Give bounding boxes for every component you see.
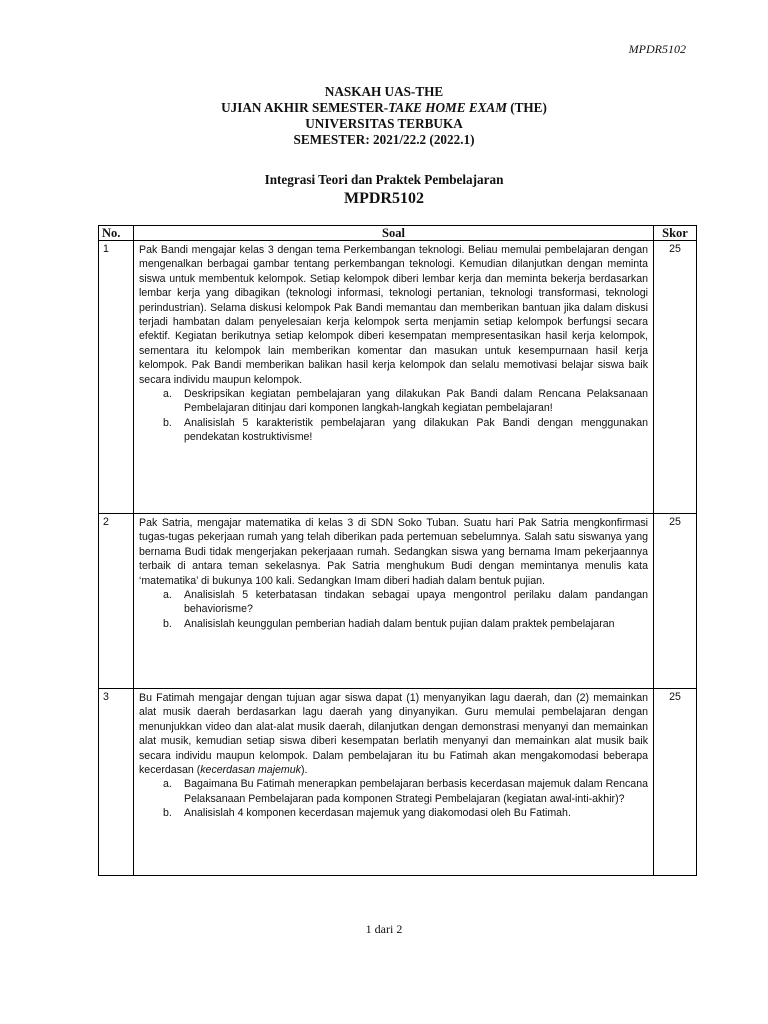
question-score: 25 <box>654 241 697 514</box>
sub-question-marker: b. <box>163 416 172 429</box>
header-line-2 <box>0 100 768 116</box>
question-scenario-end: ). <box>300 764 308 777</box>
sub-question-marker: b. <box>163 807 172 820</box>
sub-question <box>163 617 648 631</box>
question-scenario: Pak Bandi mengajar kelas 3 dengan tema Perkembangan teknologi. Beliau memulai pembelajaran dengan mengenalkan berbagai gambar tentang perkembangan teknologi. Kemudian dilanjutkan dengan meminta siswa untuk membentuk kelompok. Setiap kelompok diberi lembar kerja dan meminta bekerja berdasarkan lembar kerja yang dibagikan (teknologi informasi, teknologi pertanian, teknologi transformasi, teknologi perindustrian). Selama diskusi kelompok Pak Bandi memantau dan memberikan bantuan jika dalam diskusi terjadi hambatan dalam penyelesaian kerja kelompok serta menjamin setiap kelompok berfungsi secara efektif. Kegiatan berikutnya setiap kelompok diberi kesempatan mempresentasikan hasil kerja kelompok, sementara itu kelompok lain memberikan komentar dan masukan untuk kesempurnaan hasil kerja kelompok. Pak Bandi memberikan balikan hasil kerja kelompok dan selalu memotivasi belajar siswa baik secara individu maupun kelompok. <box>139 244 648 386</box>
header-line-1: NASKAH UAS-THE <box>324 84 444 99</box>
sub-question-text: Analisislah keunggulan pemberian hadiah dalam bentuk pujian dalam praktek pembelajaran <box>184 617 615 630</box>
question-scenario-italic: kecerdasan majemuk <box>200 764 301 777</box>
sub-question-text: Deskripsikan kegiatan pembelajaran yang dilakukan Pak Bandi dalam Rencana Pelaksanaan Pembelajaran ditinjau dari komponen langkah-langkah kegiatan pembelajaran! <box>184 388 648 415</box>
table-row <box>99 689 697 876</box>
exam-header <box>0 84 768 148</box>
table-row <box>99 241 697 514</box>
header-line-4: SEMESTER: 2021/22.2 (2022.1) <box>293 132 475 147</box>
sub-question-list <box>139 387 648 445</box>
question-scenario <box>139 691 648 777</box>
question-text <box>134 689 654 876</box>
page-number: 1 dari 2 <box>365 922 403 936</box>
header-line-2-prefix: UJIAN AKHIR SEMESTER- <box>221 100 389 115</box>
sub-question-marker: a. <box>163 589 172 602</box>
sub-question-marker: a. <box>163 778 172 791</box>
header-skor: Skor <box>654 226 697 241</box>
sub-question-marker: a. <box>163 388 172 401</box>
sub-question <box>163 387 648 416</box>
question-scenario: Pak Satria, mengajar matematika di kelas 3 di SDN Soko Tuban. Suatu hari Pak Satria mengkonfirmasi tugas-tugas pekerjaan rumah yang telah diberikan pada pertemuan sebelumnya. Salah satu siswanya yang bernama Budi tidak mengerjakan pekerjaaan rumah. Sedangkan siswa yang bernama Imam pekerjaannya terbaik di antara teman sekelasnya. Pak Satria menghukum Budi dengan memintanya menulis kata ‘matematika’ di bukunya 100 kali. Sedangkan Imam diberi hadiah dalam bentuk pujian. <box>139 517 648 587</box>
sub-question-text: Bagaimana Bu Fatimah menerapkan pembelajaran berbasis kecerdasan majemuk dalam Rencana Pelaksanaan Pembelajaran pada komponen Strategi Pembelajaran (kegiatan awal-inti-akhir)? <box>184 778 648 805</box>
sub-question-text: Analisislah 5 karakteristik pembelajaran yang dilakukan Pak Bandi dengan menggunakan pendekatan kostruktivisme! <box>184 416 648 444</box>
question-score: 25 <box>654 514 697 689</box>
course-name: Integrasi Teori dan Praktek Pembelajaran <box>264 172 504 187</box>
sub-question-list <box>139 588 648 631</box>
header-soal: Soal <box>134 226 654 241</box>
question-text <box>134 514 654 689</box>
question-text <box>134 241 654 514</box>
sub-question <box>163 777 648 806</box>
header-no: No. <box>99 226 134 241</box>
table-row <box>99 514 697 689</box>
question-scenario-text: Bu Fatimah mengajar dengan tujuan agar siswa dapat (1) menyanyikan lagu daerah, dan (2) memainkan alat musik daerah berdasarkan lagu daerah yang dinyanyikan. Guru memulai pembelajaran dengan menunjukkan video dan alat-alat musik daerah, dilanjutkan dengan demonstrasi menyanyi dan memainkan alat musik, kemudian setiap siswa diberi kesempatan berlatih menyanyi dan memainkan alat musik baik secara individu maupun kelompok. Dalam pembelajaran itu bu Fatimah akan mengakomodasi beberapa kecerdasan ( <box>139 692 648 777</box>
sub-question <box>163 416 648 445</box>
sub-question-text: Analisislah 4 komponen kecerdasan majemuk yang diakomodasi oleh Bu Fatimah. <box>184 807 571 820</box>
sub-question <box>163 588 648 617</box>
document-code: MPDR5102 <box>628 42 686 56</box>
sub-question-list <box>139 777 648 820</box>
header-line-2-suffix: (THE) <box>506 100 547 115</box>
header-line-2-italic: TAKE HOME EXAM <box>388 100 507 115</box>
questions-table <box>98 225 697 876</box>
question-number: 3 <box>99 689 134 876</box>
table-header-row <box>99 226 697 241</box>
question-score: 25 <box>654 689 697 876</box>
course-code: MPDR5102 <box>344 190 424 207</box>
sub-question <box>163 806 648 820</box>
sub-question-marker: b. <box>163 617 172 630</box>
question-number: 2 <box>99 514 134 689</box>
header-line-3: UNIVERSITAS TERBUKA <box>305 116 463 131</box>
course-title-block <box>0 172 768 210</box>
sub-question-text: Analisislah 5 keterbatasan tindakan sebagai upaya mengontrol perilaku dalam pandangan behaviorisme? <box>184 589 648 616</box>
question-number: 1 <box>99 241 134 514</box>
